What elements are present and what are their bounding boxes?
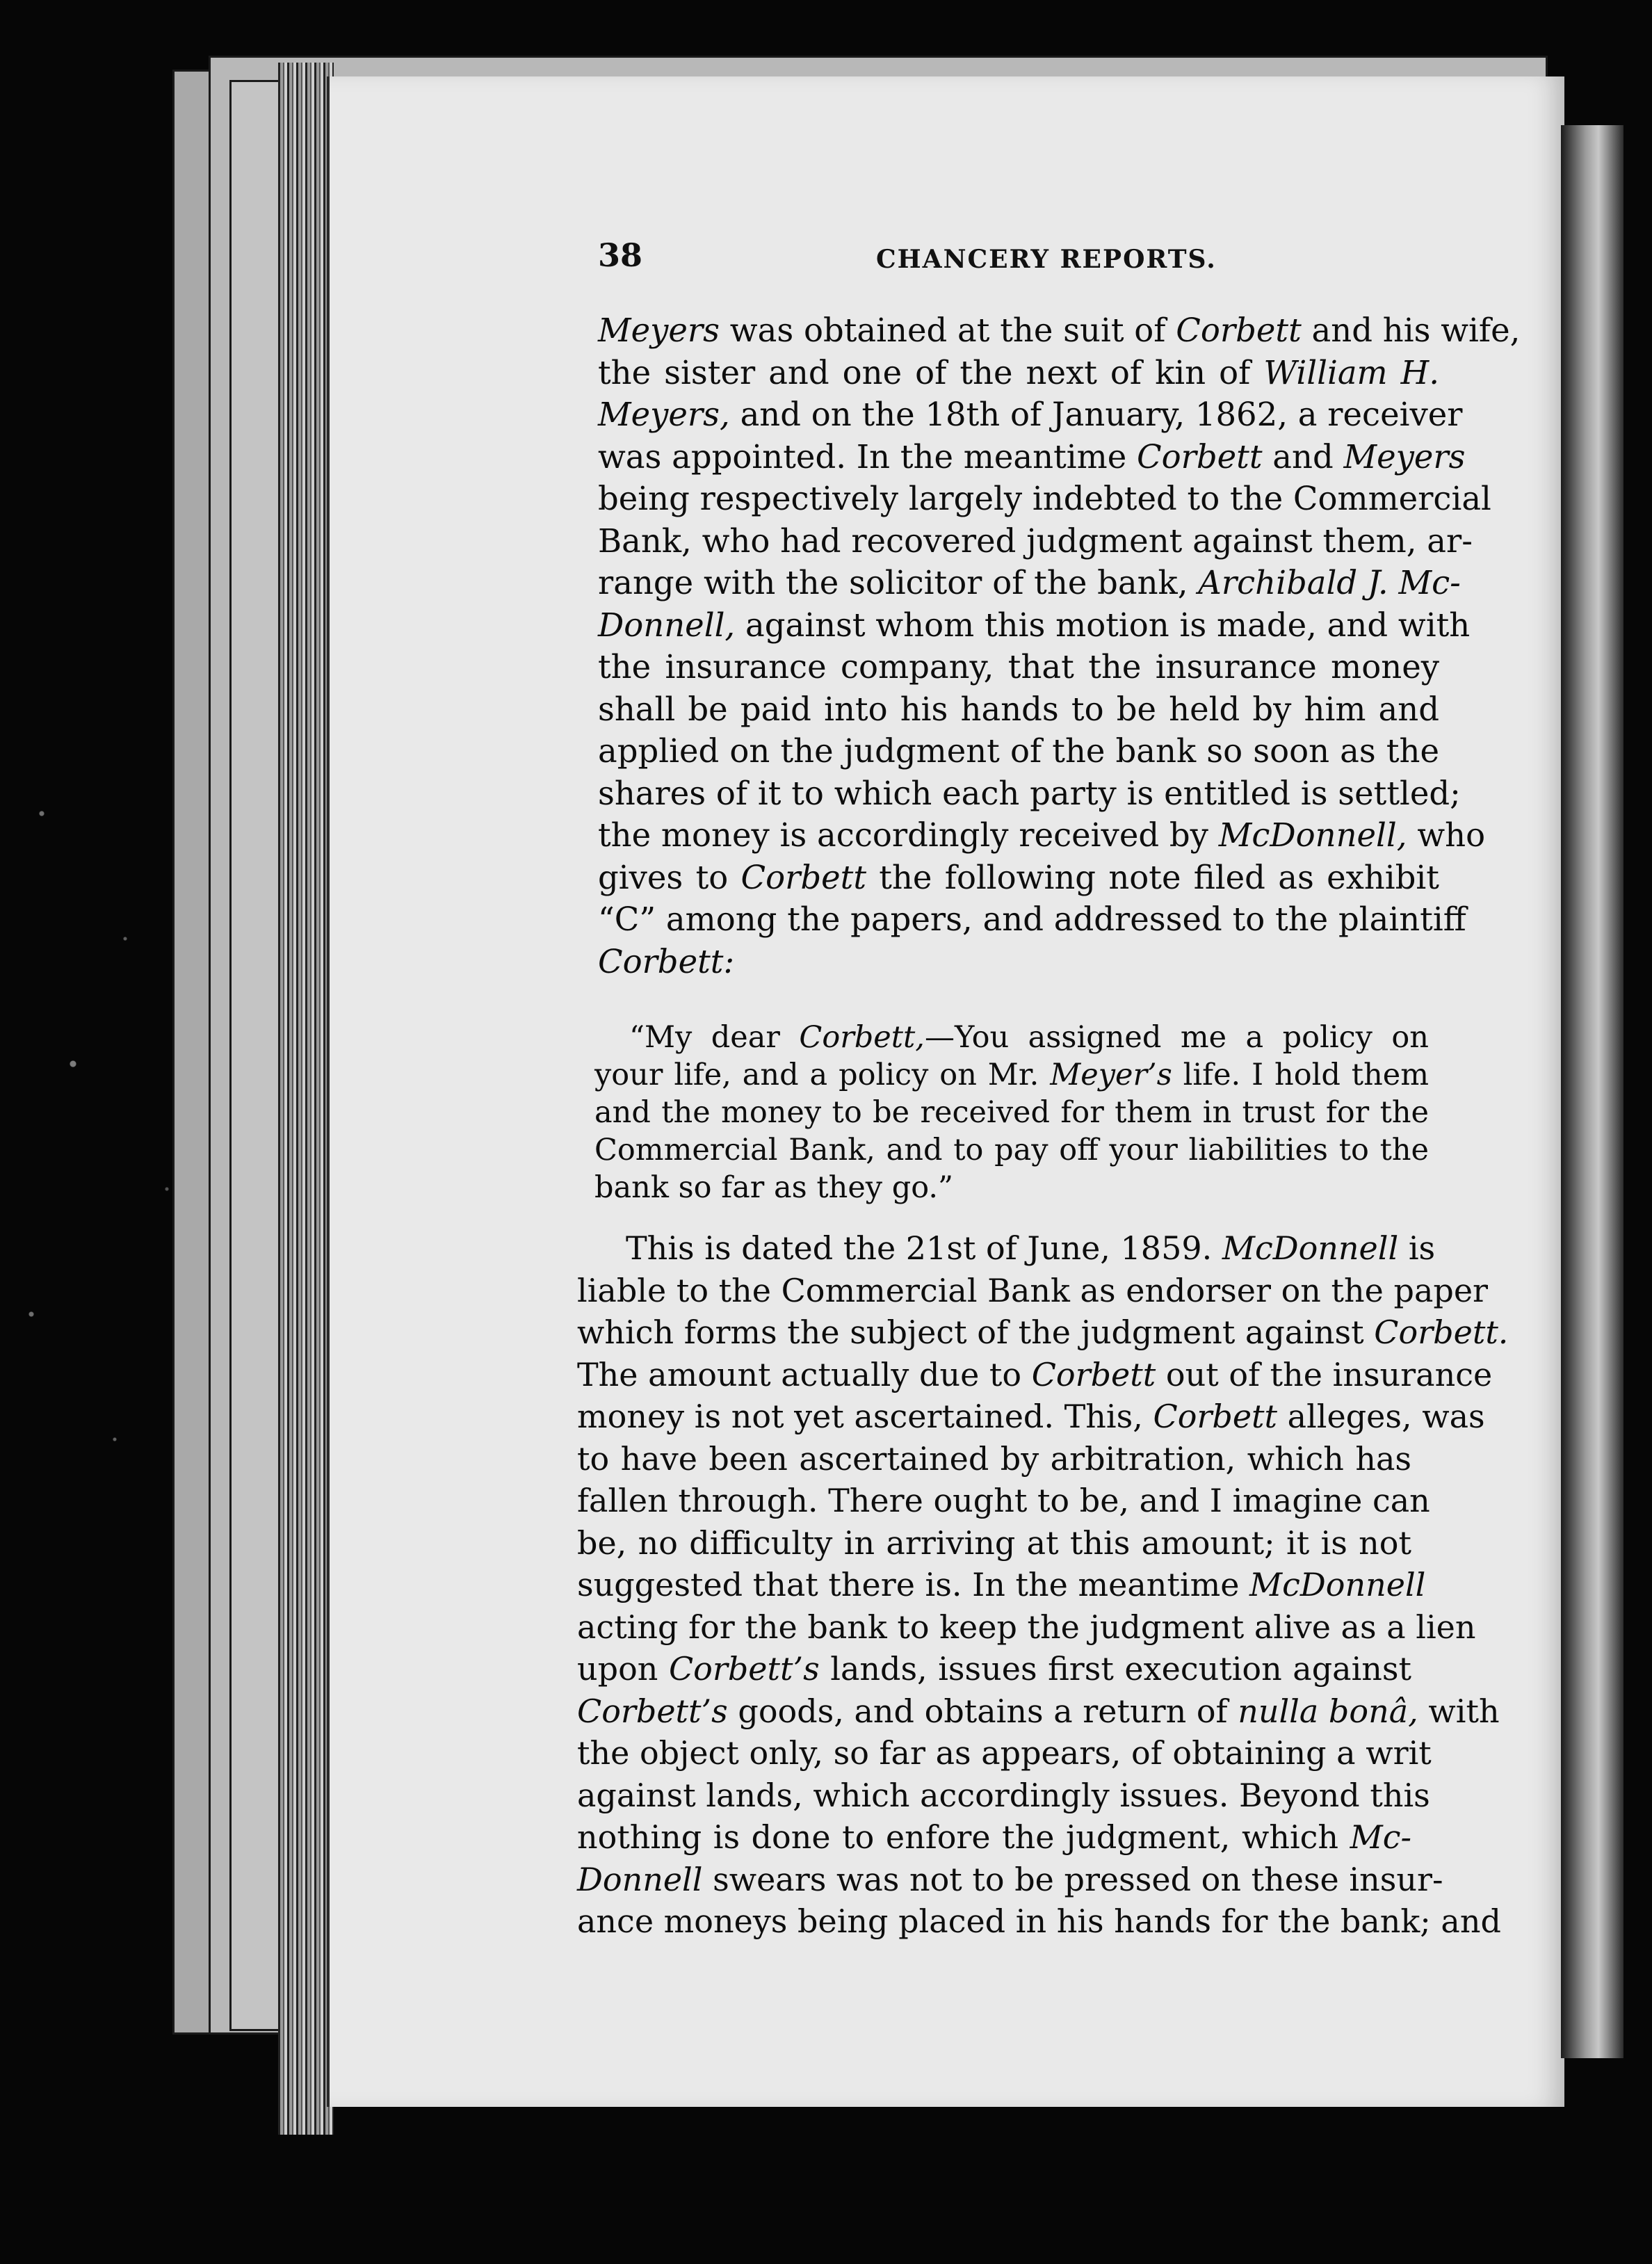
text-line — [598, 646, 1439, 688]
text-run: and on the 18th of January, 1862, a receiver — [729, 396, 1463, 433]
text-run: who — [1407, 816, 1486, 854]
text-line — [577, 1690, 1500, 1733]
text-run: upon — [577, 1650, 669, 1688]
text-line — [598, 814, 1486, 857]
italic-name: nulla bonâ, — [1238, 1692, 1418, 1730]
text-run: This is dated the 21st of June, 1859. — [626, 1229, 1222, 1267]
text-line — [577, 1564, 1426, 1606]
text-run: the insurance company, that the insurance money — [598, 648, 1439, 686]
text-run: ance moneys being placed in his hands for the bank; and — [577, 1902, 1501, 1940]
text-line — [577, 1227, 1436, 1270]
page-number: 38 — [598, 236, 643, 274]
italic-name: Meyer’s — [1050, 1058, 1172, 1092]
text-line — [577, 1606, 1476, 1649]
text-line — [577, 1480, 1430, 1522]
text-line — [598, 352, 1439, 394]
italic-name: Corbett — [740, 858, 867, 896]
text-run: range with the solicitor of the bank, — [598, 564, 1199, 601]
text-line — [594, 1169, 1429, 1206]
text-line — [598, 688, 1439, 731]
italic-name: Corbett — [1153, 1398, 1278, 1435]
text-run: gives to — [598, 858, 741, 896]
text-line — [598, 394, 1463, 436]
text-run: —You assigned me a policy on — [924, 1020, 1429, 1055]
text-run: goods, and obtains a return of — [727, 1692, 1238, 1730]
italic-name: Corbett — [1176, 312, 1302, 349]
italic-name: Corbett. — [1374, 1313, 1509, 1351]
italic-name: Corbett’s — [668, 1650, 820, 1688]
italic-name: McDonnell — [1222, 1229, 1399, 1267]
text-run: the money is accordingly received by — [598, 816, 1219, 854]
text-run: applied on the judgment of the bank so soon as the — [598, 732, 1439, 770]
text-run: which forms the subject of the judgment against — [577, 1313, 1375, 1351]
text-line — [577, 1900, 1501, 1943]
text-line — [598, 478, 1491, 520]
text-line — [577, 1354, 1493, 1396]
text-run: Commercial Bank, and to pay off your liabilities to the — [594, 1133, 1429, 1167]
text-line — [577, 1438, 1411, 1480]
text-line — [577, 1816, 1411, 1859]
text-line — [577, 1270, 1489, 1312]
italic-name: Corbett — [1137, 437, 1263, 476]
text-run: being respectively largely indebted to the Commercial — [598, 480, 1491, 517]
text-run: against whom this motion is made, and with — [735, 606, 1471, 644]
italic-name: William H. — [1263, 353, 1439, 391]
text-run: acting for the bank to keep the judgment alive as a lien — [577, 1608, 1476, 1646]
text-run: the object only, so far as appears, of obtaining a writ — [577, 1734, 1432, 1772]
paragraph-1 — [598, 309, 1521, 983]
text-line — [598, 773, 1461, 815]
text-run: swears was not to be pressed on these insur- — [702, 1860, 1443, 1898]
text-line — [598, 604, 1471, 647]
italic-name: Corbett, — [799, 1020, 925, 1055]
text-line — [598, 309, 1521, 352]
text-line — [598, 941, 1439, 983]
text-line — [598, 857, 1439, 899]
italic-name: Corbett: — [598, 942, 735, 980]
quoted-note — [594, 1019, 1429, 1206]
text-run: shall be paid into his hands to be held by him and — [598, 690, 1439, 728]
text-run: and — [1262, 437, 1344, 476]
text-run: was appointed. In the meantime — [598, 437, 1137, 476]
italic-name: Donnell — [577, 1860, 703, 1898]
italic-name: Meyers — [598, 312, 720, 349]
paragraph-2 — [577, 1227, 1509, 1943]
text-run: the following note filed as exhibit — [866, 858, 1439, 896]
italic-name: Archibald J. Mc- — [1198, 564, 1461, 601]
text-line — [577, 1311, 1509, 1354]
text-line — [577, 1859, 1443, 1901]
book-gutter-shadow — [1561, 125, 1623, 2058]
text-line — [594, 1131, 1429, 1169]
text-run: and the money to be received for them in trust for the — [594, 1095, 1429, 1130]
text-line — [577, 1396, 1485, 1438]
text-line — [577, 1774, 1430, 1817]
italic-name: Meyers — [1343, 437, 1466, 476]
text-line — [594, 1094, 1429, 1131]
text-line — [594, 1019, 1429, 1056]
text-run: suggested that there is. In the meantime — [577, 1566, 1250, 1603]
text-line — [598, 520, 1473, 563]
text-run: “C” among the papers, and addressed to the plaintiff — [598, 900, 1466, 938]
text-run: shares of it to which each party is entitled is settled; — [598, 774, 1461, 812]
text-run: was obtained at the suit of — [720, 312, 1176, 349]
italic-name: Donnell, — [598, 606, 736, 644]
text-line — [598, 730, 1439, 773]
text-run: is — [1398, 1229, 1436, 1267]
text-run: against lands, which accordingly issues. Beyond this — [577, 1776, 1430, 1814]
text-line — [598, 562, 1461, 604]
text-run: out of the insurance — [1156, 1355, 1493, 1393]
text-run: Bank, who had recovered judgment against them, ar- — [598, 521, 1473, 560]
text-run: liable to the Commercial Bank as endorser on the paper — [577, 1271, 1489, 1309]
text-run: the sister and one of the next of kin of — [598, 353, 1264, 391]
text-run: lands, issues first execution against — [819, 1650, 1411, 1688]
text-line — [598, 436, 1466, 478]
text-run: life. I hold them — [1172, 1058, 1429, 1092]
italic-name: Corbett — [1031, 1355, 1156, 1393]
text-run: to have been ascertained by arbitration, which has — [577, 1439, 1411, 1478]
page-stack-edges — [278, 63, 334, 2135]
italic-name: McDonnell — [1249, 1566, 1426, 1603]
italic-name: McDonnell, — [1218, 816, 1407, 854]
text-run: bank so far as they go.” — [594, 1170, 954, 1205]
page-header — [598, 236, 1502, 299]
text-run: and his wife, — [1301, 312, 1521, 349]
text-run: be, no difficulty in arriving at this amount; it is not — [577, 1523, 1411, 1562]
text-run: nothing is done to enfore the judgment, which — [577, 1818, 1350, 1856]
text-run: alleges, was — [1277, 1398, 1485, 1435]
text-run: fallen through. There ought to be, and I imagine can — [577, 1482, 1430, 1519]
text-run: with — [1418, 1692, 1500, 1730]
text-line — [577, 1732, 1432, 1774]
text-line — [577, 1648, 1411, 1690]
text-run: The amount actually due to — [577, 1355, 1032, 1393]
italic-name: Meyers, — [598, 396, 730, 433]
text-run: your life, and a policy on Mr. — [594, 1058, 1051, 1092]
text-run: “My dear — [629, 1020, 800, 1055]
italic-name: Corbett’s — [577, 1692, 728, 1730]
text-line — [594, 1056, 1429, 1094]
text-line — [598, 898, 1466, 941]
text-run: money is not yet ascertained. This, — [577, 1398, 1153, 1435]
italic-name: Mc- — [1350, 1818, 1411, 1856]
text-line — [577, 1522, 1411, 1564]
running-head: CHANCERY REPORTS. — [876, 245, 1217, 274]
